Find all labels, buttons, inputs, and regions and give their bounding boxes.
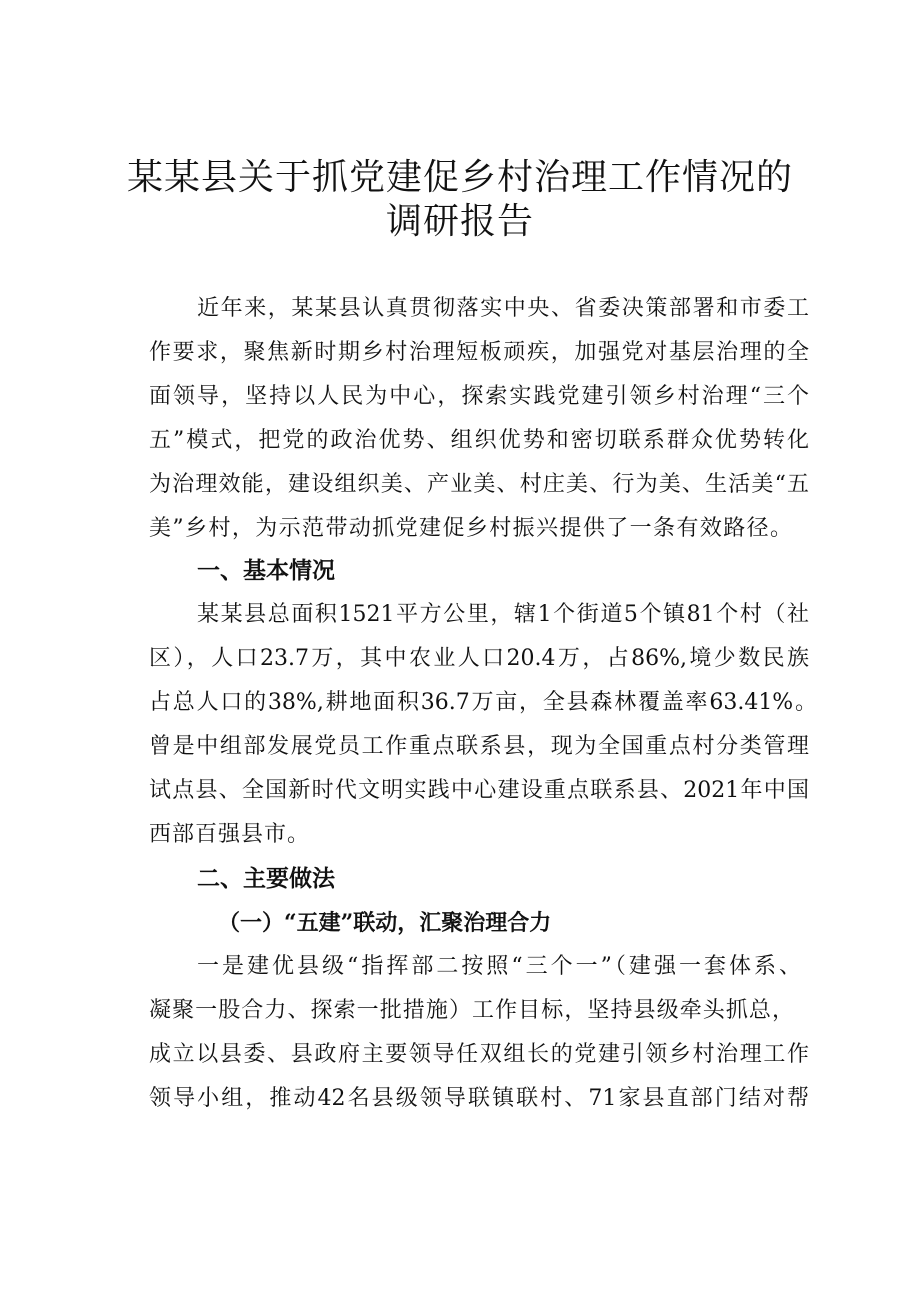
- subsection1-line-3: 成立以县委、县政府主要领导任双组长的党建引领乡村治理工作: [149, 1042, 809, 1067]
- subsection-heading-five-builds: （一）“五建”联动，汇聚治理合力: [218, 910, 552, 936]
- intro-line-6: 美”乡村，为示范带动抓党建促乡村振兴提供了一条有效路径。: [149, 516, 794, 541]
- subsection1-line-2: 凝聚一股合力、探索一批措施）工作目标，坚持县级牵头抓总，: [149, 998, 794, 1023]
- section-heading-basic-situation: 一、基本情况: [197, 558, 335, 584]
- section1-line-5: 试点县、全国新时代文明实践中心建设重点联系县、2021年中国: [149, 778, 809, 803]
- subsection1-line-4: 领导小组，推动42名县级领导联镇联村、71家县直部门结对帮: [149, 1086, 809, 1111]
- intro-line-1: 近年来，某某县认真贯彻落实中央、省委决策部署和市委工: [197, 296, 809, 321]
- section1-line-2: 区），人口23.7万，其中农业人口20.4万，占86%,境少数民族: [149, 646, 809, 671]
- section1-line-4: 曾是中组部发展党员工作重点联系县，现为全国重点村分类管理: [149, 734, 809, 759]
- title-line-1: 某某县关于抓党建促乡村治理工作情况的: [126, 157, 793, 198]
- section1-line-6: 西部百强县市。: [149, 822, 311, 847]
- title-line-2: 调研报告: [385, 201, 534, 242]
- section1-line-1: 某某县总面积1521平方公里，辖1个街道5个镇81个村（社: [197, 602, 809, 627]
- intro-line-4: 五”模式，把党的政治优势、组织优势和密切联系群众优势转化: [149, 428, 809, 453]
- section1-line-3: 占总人口的38%,耕地面积36.7万亩，全县森林覆盖率63.41%。: [149, 690, 817, 715]
- section-heading-main-practices: 二、主要做法: [197, 866, 335, 892]
- intro-line-3: 面领导，坚持以人民为中心，探索实践党建引领乡村治理“三个: [149, 384, 809, 409]
- intro-line-5: 为治理效能，建设组织美、产业美、村庄美、行为美、生活美“五: [149, 472, 809, 497]
- subsection1-line-1: 一是建优县级“指挥部二按照“三个一”（建强一套体系、: [197, 954, 801, 979]
- intro-line-2: 作要求，聚焦新时期乡村治理短板顽疾，加强党对基层治理的全: [149, 340, 809, 365]
